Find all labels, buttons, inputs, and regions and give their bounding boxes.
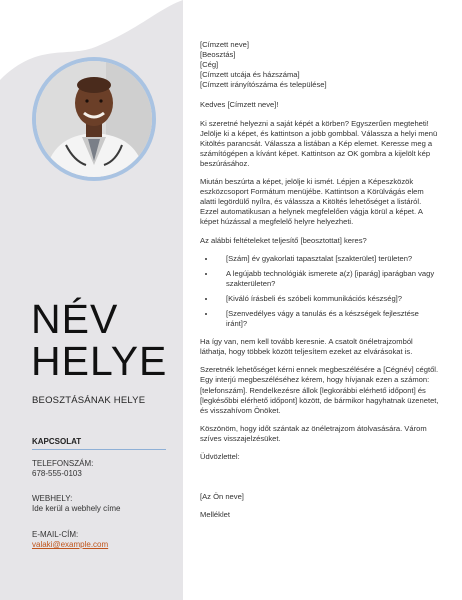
signature-name: [Az Ön neve] (200, 492, 244, 502)
list-item: • [Szenvedélyes vágy a tanulás és a készségek fejlesztése iránt]? (216, 309, 440, 329)
website-value: Ide kerül a webhely címe (32, 504, 121, 513)
job-title: BEOSZTÁSÁNAK HELYE (32, 395, 146, 406)
list-item: • [Szám] év gyakorlati tapasztalat [szakterület] területen? (216, 254, 440, 264)
list-item: • A legújabb technológiák ismerete a(z) [iparág] iparágban vagy szakterületen? (216, 269, 440, 289)
recipient-line: [Címzett neve] (200, 40, 249, 49)
portrait-image (36, 61, 152, 177)
email-link[interactable]: valaki@example.com (32, 540, 109, 549)
cover-letter-body (200, 40, 440, 528)
name-line-2: HELYE (31, 338, 168, 384)
list-item: • [Kiváló írásbeli és szóbeli kommunikációs készség]? (216, 294, 440, 304)
closing: Üdvözlettel: (200, 452, 240, 461)
paragraph-resume-reference: Ha így van, nem kell tovább keresnie. A csatolt önéletrajzomból láthatja, hogy többek között teljesítem ezeket az elvárásokat is. (200, 337, 413, 357)
requirements-list (200, 254, 440, 330)
paragraph-photo-instructions: Ki szeretné helyezni a saját képét a körben? Egyszerűen megteheti! Jelölje ki a képet, és kattintson a jobb gombbal. Válassza a helyi menü Kitöltés parancsát. Válassza a listában a Kép elemet. Keresse meg a számítógépen a kívánt képet. Kattintson az OK gombra a kijelölt kép beszúrásához. (200, 118, 438, 168)
paragraph-crop-instructions: Miután beszúrta a képet, jelölje ki ismét. Lépjen a Képeszközök eszközcsoport Formátum menüjébe. Kattintson a Körülvágás elem alatti legördülő nyílra, és válassza a Kitöltés lehetőséget a listáról. Ezzel automatikusan a helynek megfelelően vágja körül a képet. A képet húzással a megfelelő helyre helyezheti. (200, 177, 424, 227)
salutation: Kedves [Címzett neve]! (200, 100, 279, 110)
phone-value: 678-555-0103 (32, 469, 82, 478)
recipient-line: [Címzett irányítószáma és települése] (200, 80, 327, 90)
recipient-line: [Címzett utcája és házszáma] (200, 70, 300, 80)
phone-label: TELEFONSZÁM: (32, 459, 94, 468)
applicant-name (31, 298, 181, 382)
name-line-1: NÉV (31, 296, 119, 342)
profile-photo[interactable] (32, 57, 156, 181)
recipient-address (200, 40, 440, 90)
sidebar (0, 0, 183, 600)
contact-heading: KAPCSOLAT (32, 437, 166, 450)
paragraph-requirements-intro: Az alábbi feltételeket teljesítő [beosztottat] keres? (200, 235, 367, 245)
paragraph-thanks: Köszönöm, hogy időt szántak az önéletrajzom átolvasására. Várom szíves visszajelzésüket. (200, 423, 427, 443)
recipient-line: [Cég] (200, 60, 219, 70)
enclosure-note: Melléklet (200, 510, 230, 520)
recipient-line: [Beosztás] (200, 50, 236, 60)
website-label: WEBHELY: (32, 494, 73, 503)
email-label: E-MAIL-CÍM: (32, 530, 79, 539)
paragraph-interview-request: Szeretnék lehetőséget kérni ennek megbeszélésére a [Cégnév] cégtől. Egy interjú megbeszéléséhez kérem, hogy hívjanak ezen a számon: [telefonszám]. Rendelkezésre állok [legkorábbi elérhető időpont] és [legkésőbbi elérhető időpont] között, de bármikor hagyhatnak üzenetet, és visszahívom Önöket. (200, 365, 439, 415)
